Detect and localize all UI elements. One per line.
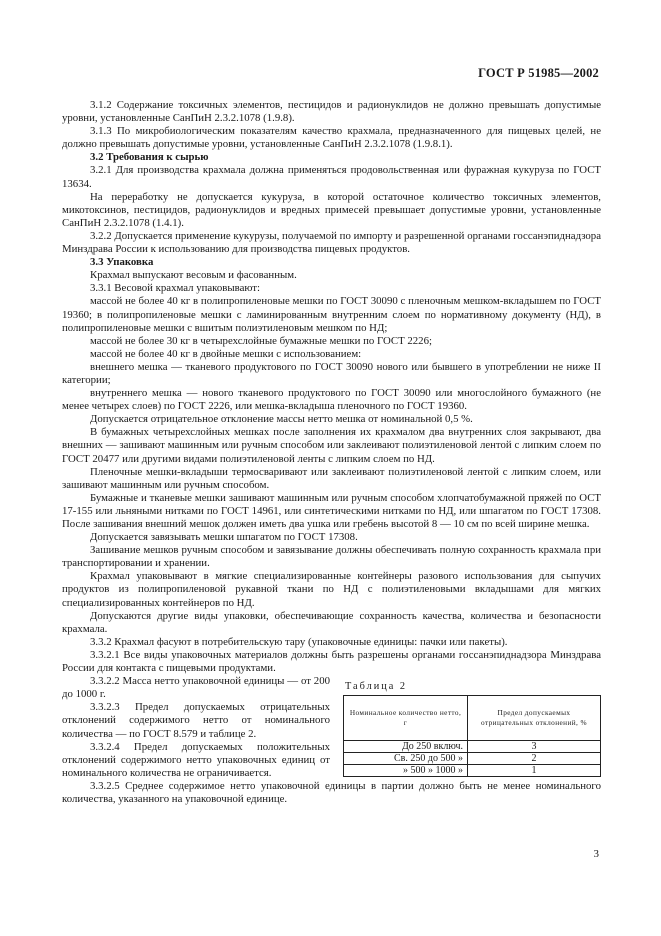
paragraph: Крахмал выпускают весовым и фасованным.: [90, 269, 297, 282]
paragraph: 3.3.1 Весовой крахмал упаковывают:: [90, 282, 261, 295]
column-header: Предел допускаемых отрицательных отклонений, %: [468, 696, 601, 741]
paragraph: Крахмал упаковывают в мягкие специализированные контейнеры разового использования для сыпучих продуктов из полипропиленовой рукавной ткани по НД с полиэтиленовыми вкладышами для мягких специализированных контейнеров по НД.: [62, 570, 601, 609]
paragraph: 3.3.2.4 Предел допускаемых положительных отклонений содержимого нетто упаковочных единиц от номинального количества не ограничивается.: [62, 740, 330, 779]
table-cell: » 500 » 1000 »: [344, 765, 468, 777]
paragraph: 3.2.2 Допускается применение кукурузы, получаемой по импорту и разрешенной органами госсанэпиднадзора Минздрава России к использованию для производства пищевых продуктов.: [62, 229, 601, 256]
paragraph: 3.3.2.2 Масса нетто упаковочной единицы — от 200 до 1000 г.: [62, 675, 330, 701]
table-2: [343, 695, 601, 777]
table-header-row: [344, 696, 601, 741]
table-caption: Таблица 2: [345, 681, 408, 693]
table-cell: 1: [468, 765, 601, 777]
paragraph: На переработку не допускается кукуруза, в которой остаточное количество токсичных элементов, микотоксинов, пестицидов, радионуклидов и вредных примесей превышает допустимые уровни, установленные СанПиН 2.3.2.1078 (1.4.1).: [62, 190, 601, 229]
page-number: 3: [593, 848, 599, 860]
paragraph: Бумажные и тканевые мешки зашивают машинным или ручным способом хлопчатобумажной пряжей по ОСТ 17-155 или льняными нитками по ГОСТ 14961, или синтетическими нитками по НД, или шпагатом по ГОСТ 17308. После зашивания внешний мешок должен иметь два ушка или гребень высотой 8 — 10 см по всей ширине мешка.: [62, 491, 601, 530]
paragraph: внутреннего мешка — нового тканевого продуктового по ГОСТ 30090 или многослойного бумажного (не менее четырех слоев) по ГОСТ 2226, или мешка-вкладыша пленочного по ГОСТ 19360.: [62, 387, 601, 413]
section-heading: 3.2 Требования к сырью: [90, 151, 209, 164]
paragraph: Зашивание мешков ручным способом и завязывание должны обеспечивать полную сохранность крахмала при транспортировании и хранении.: [62, 544, 601, 570]
paragraph: 3.3.2.3 Предел допускаемых отрицательных отклонений содержимого нетто от номинального количества — по ГОСТ 8.579 и таблице 2.: [62, 701, 330, 740]
paragraph: Допускаются другие виды упаковки, обеспечивающие сохранность качества, количества и безопасности крахмала.: [62, 609, 601, 635]
left-column: [62, 675, 330, 780]
table-row: [344, 753, 601, 765]
text-with-table: [62, 675, 601, 780]
paragraph: 3.1.2 Содержание токсичных элементов, пестицидов и радионуклидов не должно превышать допустимые уровни, установленные СанПиН 2.3.2.1078 (1.9.8).: [62, 99, 601, 125]
column-header: Номинальное количество нетто, г: [344, 696, 468, 741]
table-cell: До 250 включ.: [344, 741, 468, 753]
paragraph: 3.3.2 Крахмал фасуют в потребительскую тару (упаковочные единицы: пачки или пакеты).: [90, 635, 508, 648]
paragraph: 3.3.2.1 Все виды упаковочных материалов должны быть разрешены органами госсанэпиднадзора Минздрава России для контакта с пищевыми продуктами.: [62, 648, 601, 675]
table-cell: 3: [468, 741, 601, 753]
paragraph: 3.2.1 Для производства крахмала должна применяться продовольственная или фуражная кукуруза по ГОСТ 13634.: [62, 164, 601, 190]
paragraph: массой не более 40 кг в полипропиленовые мешки по ГОСТ 30090 с пленочным мешком-вкладышем по ГОСТ 19360; в полипропиленовые мешки с ламинированным внутренним слоем по нормативному документу (НД), в полипропиленовые мешки с вшитым полиэтиленовым мешком по НД;: [62, 295, 601, 334]
paragraph: В бумажных четырехслойных мешках после заполнения их крахмалом два внутренних слоя закрывают, два внешних — зашивают машинным или ручным способом или заклеивают полиэтиленовой лентой с липким слоем по ГОСТ 20477 или другими видами полиэтиленовой ленты с липким слоем по НД.: [62, 426, 601, 465]
section-heading: 3.3 Упаковка: [90, 256, 154, 269]
paragraph: массой не более 40 кг в двойные мешки с использованием:: [90, 347, 362, 360]
table-row: [344, 741, 601, 753]
paragraph: внешнего мешка — тканевого продуктового по ГОСТ 30090 нового или бывшего в употреблении не ниже II категории;: [62, 360, 601, 386]
table-row: [344, 765, 601, 777]
table-cell: 2: [468, 753, 601, 765]
paragraph: 3.3.2.5 Среднее содержимое нетто упаковочной единицы в партии должно быть не менее номинального количества, указанного на упаковочной единице.: [62, 779, 601, 805]
document-body: [62, 99, 601, 806]
paragraph: 3.1.3 По микробиологическим показателям качество крахмала, предназначенного для пищевых целей, не должно превышать допустимые уровни, установленные СанПиН 2.3.2.1078 (1.9.8.1).: [62, 125, 601, 151]
table-2-block: [343, 680, 601, 777]
paragraph: Пленочные мешки-вкладыши термосваривают или заклеивают полиэтиленовой лентой с липким слоем, или зашивают машинным или ручным способом.: [62, 465, 601, 491]
document-header: ГОСТ Р 51985—2002: [478, 66, 599, 80]
table-cell: Св. 250 до 500 »: [344, 753, 468, 765]
paragraph: Допускается отрицательное отклонение массы нетто мешка от номинальной 0,5 %.: [90, 413, 473, 426]
paragraph: Допускается завязывать мешки шпагатом по ГОСТ 17308.: [90, 531, 358, 544]
paragraph: массой не более 30 кг в четырехслойные бумажные мешки по ГОСТ 2226;: [90, 334, 432, 347]
